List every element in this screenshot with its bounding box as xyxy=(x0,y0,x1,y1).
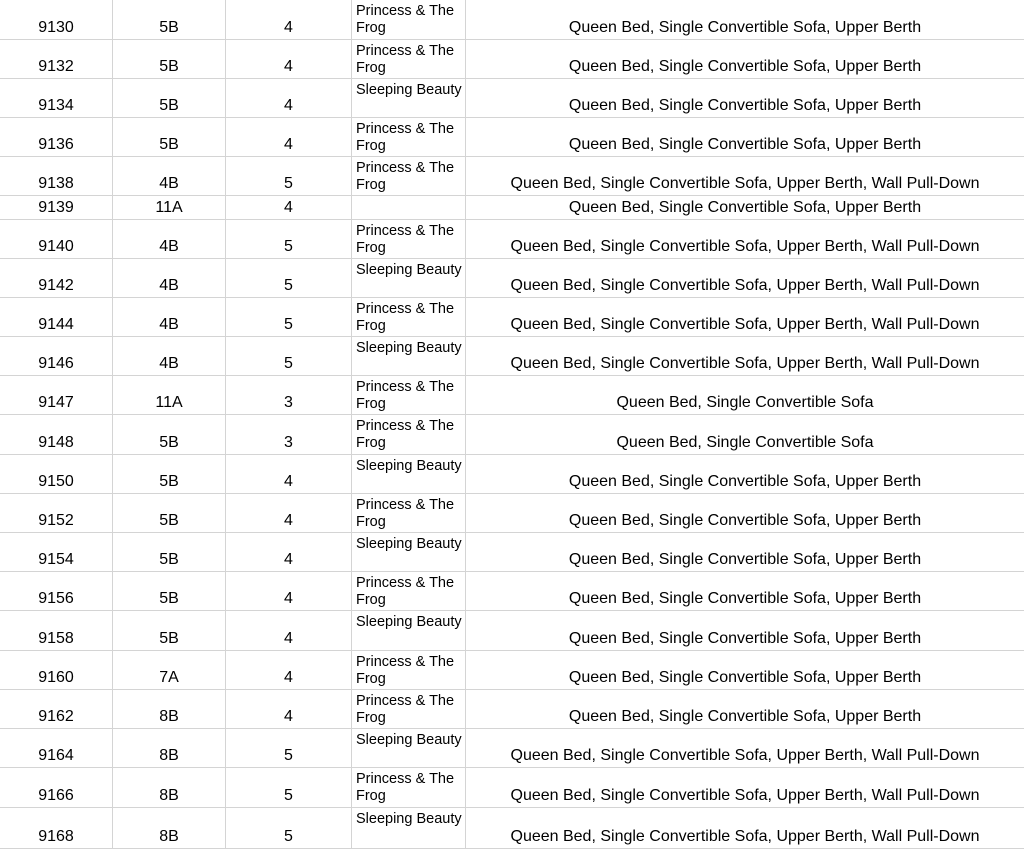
category-cell[interactable]: 8B xyxy=(113,768,226,807)
occupancy-cell[interactable]: 5 xyxy=(226,337,352,375)
bedding-cell[interactable]: Queen Bed, Single Convertible Sofa, Upper Berth, Wall Pull-Down xyxy=(510,175,980,192)
bedding-cell[interactable]: Queen Bed, Single Convertible Sofa xyxy=(616,394,874,411)
stateroom-number-cell[interactable]: 9136 xyxy=(0,118,113,156)
category-cell[interactable]: 5B xyxy=(113,79,226,117)
stateroom-number-cell[interactable]: 9148 xyxy=(0,415,113,454)
occupancy-cell[interactable]: 5 xyxy=(226,220,352,258)
theme-cell[interactable]: Sleeping Beauty xyxy=(352,337,466,375)
theme-cell[interactable]: Princess & The Frog xyxy=(352,157,466,195)
stateroom-number-cell[interactable]: 9140 xyxy=(0,220,113,258)
stateroom-number-cell[interactable]: 9160 xyxy=(0,651,113,689)
bedding-cell[interactable]: Queen Bed, Single Convertible Sofa, Upper Berth, Wall Pull-Down xyxy=(510,238,980,255)
table-row xyxy=(0,337,1024,376)
category-cell[interactable]: 8B xyxy=(113,808,226,848)
bedding-cell[interactable]: Queen Bed, Single Convertible Sofa, Upper Berth xyxy=(568,199,922,216)
stateroom-number-cell[interactable]: 9158 xyxy=(0,611,113,650)
stateroom-number-cell[interactable]: 9134 xyxy=(0,79,113,117)
occupancy-cell[interactable]: 5 xyxy=(226,298,352,336)
category-cell[interactable]: 4B xyxy=(113,157,226,195)
stateroom-number-cell[interactable]: 9146 xyxy=(0,337,113,375)
stateroom-number-cell[interactable]: 9142 xyxy=(0,259,113,297)
bedding-cell[interactable]: Queen Bed, Single Convertible Sofa, Upper Berth xyxy=(568,669,922,686)
occupancy-cell[interactable]: 4 xyxy=(226,0,352,39)
category-cell[interactable]: 5B xyxy=(113,455,226,493)
theme-cell[interactable]: Princess & The Frog xyxy=(352,651,466,689)
stateroom-number-cell[interactable]: 9162 xyxy=(0,690,113,728)
occupancy-cell[interactable]: 4 xyxy=(226,79,352,117)
table-row xyxy=(0,768,1024,808)
table-row xyxy=(0,0,1024,40)
occupancy-cell[interactable]: 5 xyxy=(226,259,352,297)
theme-cell[interactable]: Princess & The Frog xyxy=(352,220,466,258)
table-row xyxy=(0,298,1024,337)
stateroom-number-cell[interactable]: 9156 xyxy=(0,572,113,610)
table-row xyxy=(0,415,1024,455)
category-cell[interactable]: 5B xyxy=(113,415,226,454)
bedding-cell[interactable]: Queen Bed, Single Convertible Sofa xyxy=(616,434,874,451)
theme-cell[interactable]: Princess & The Frog xyxy=(352,690,466,728)
table-row xyxy=(0,455,1024,494)
theme-cell[interactable]: Sleeping Beauty xyxy=(352,455,466,493)
theme-cell[interactable]: Princess & The Frog xyxy=(352,0,466,39)
table-row xyxy=(0,79,1024,118)
occupancy-cell[interactable]: 3 xyxy=(226,415,352,454)
table-row xyxy=(0,196,1024,220)
occupancy-cell[interactable]: 4 xyxy=(226,455,352,493)
occupancy-cell[interactable]: 3 xyxy=(226,376,352,414)
category-cell[interactable]: 8B xyxy=(113,729,226,767)
table-row xyxy=(0,690,1024,729)
theme-cell[interactable]: Sleeping Beauty xyxy=(352,729,466,767)
category-cell[interactable]: 4B xyxy=(113,259,226,297)
category-cell[interactable]: 5B xyxy=(113,494,226,532)
table-row xyxy=(0,611,1024,651)
theme-cell[interactable]: Sleeping Beauty xyxy=(352,611,466,650)
occupancy-cell[interactable]: 5 xyxy=(226,157,352,195)
theme-cell[interactable]: Princess & The Frog xyxy=(352,494,466,532)
category-cell[interactable]: 11A xyxy=(113,376,226,414)
stateroom-number-cell[interactable]: 9139 xyxy=(0,196,113,219)
stateroom-number-cell[interactable]: 9132 xyxy=(0,40,113,78)
bedding-cell[interactable]: Queen Bed, Single Convertible Sofa, Upper Berth xyxy=(568,473,922,490)
stateroom-number-cell[interactable]: 9152 xyxy=(0,494,113,532)
stateroom-number-cell[interactable]: 9164 xyxy=(0,729,113,767)
occupancy-cell[interactable]: 4 xyxy=(226,40,352,78)
occupancy-cell[interactable]: 5 xyxy=(226,729,352,767)
bedding-cell[interactable]: Queen Bed, Single Convertible Sofa, Upper Berth xyxy=(568,58,922,75)
stateroom-number-cell[interactable]: 9150 xyxy=(0,455,113,493)
category-cell[interactable]: 5B xyxy=(113,0,226,39)
theme-cell[interactable]: Princess & The Frog xyxy=(352,298,466,336)
stateroom-number-cell[interactable]: 9154 xyxy=(0,533,113,571)
bedding-cell[interactable]: Queen Bed, Single Convertible Sofa, Upper Berth xyxy=(568,551,922,568)
bedding-cell[interactable]: Queen Bed, Single Convertible Sofa, Upper Berth xyxy=(568,708,922,725)
theme-cell[interactable]: Sleeping Beauty xyxy=(352,79,466,117)
bedding-cell[interactable]: Queen Bed, Single Convertible Sofa, Upper Berth xyxy=(568,136,922,153)
bedding-cell[interactable]: Queen Bed, Single Convertible Sofa, Upper Berth, Wall Pull-Down xyxy=(510,316,980,333)
bedding-cell[interactable]: Queen Bed, Single Convertible Sofa, Upper Berth xyxy=(568,97,922,114)
table-row xyxy=(0,157,1024,196)
table-row xyxy=(0,220,1024,259)
stateroom-number-cell[interactable]: 9166 xyxy=(0,768,113,807)
table-row xyxy=(0,651,1024,690)
stateroom-number-cell[interactable]: 9130 xyxy=(0,0,113,39)
stateroom-number-cell[interactable]: 9168 xyxy=(0,808,113,848)
theme-cell[interactable]: Princess & The Frog xyxy=(352,572,466,610)
occupancy-cell[interactable]: 4 xyxy=(226,611,352,650)
stateroom-number-cell[interactable]: 9138 xyxy=(0,157,113,195)
bedding-cell[interactable]: Queen Bed, Single Convertible Sofa, Upper Berth xyxy=(568,512,922,529)
bedding-cell[interactable]: Queen Bed, Single Convertible Sofa, Upper Berth, Wall Pull-Down xyxy=(510,828,980,845)
occupancy-cell[interactable]: 4 xyxy=(226,118,352,156)
table-row xyxy=(0,572,1024,611)
bedding-cell[interactable]: Queen Bed, Single Convertible Sofa, Upper Berth xyxy=(568,590,922,607)
table-row xyxy=(0,533,1024,572)
theme-cell[interactable]: Princess & The Frog xyxy=(352,40,466,78)
theme-cell[interactable]: Sleeping Beauty xyxy=(352,259,466,297)
category-cell[interactable]: 4B xyxy=(113,337,226,375)
occupancy-cell[interactable]: 4 xyxy=(226,533,352,571)
occupancy-cell[interactable]: 4 xyxy=(226,572,352,610)
bedding-cell[interactable]: Queen Bed, Single Convertible Sofa, Upper Berth xyxy=(568,19,922,36)
table-row xyxy=(0,118,1024,157)
theme-cell[interactable]: Princess & The Frog xyxy=(352,118,466,156)
category-cell[interactable]: 4B xyxy=(113,298,226,336)
category-cell[interactable]: 5B xyxy=(113,118,226,156)
table-row xyxy=(0,376,1024,415)
category-cell[interactable]: 5B xyxy=(113,611,226,650)
theme-cell[interactable]: Sleeping Beauty xyxy=(352,533,466,571)
table-row xyxy=(0,40,1024,79)
category-cell[interactable]: 5B xyxy=(113,572,226,610)
theme-cell[interactable] xyxy=(352,196,466,219)
category-cell[interactable]: 8B xyxy=(113,690,226,728)
bedding-cell[interactable]: Queen Bed, Single Convertible Sofa, Upper Berth, Wall Pull-Down xyxy=(510,787,980,804)
theme-cell[interactable]: Sleeping Beauty xyxy=(352,808,466,848)
theme-cell[interactable]: Princess & The Frog xyxy=(352,415,466,454)
bedding-cell[interactable]: Queen Bed, Single Convertible Sofa, Upper Berth, Wall Pull-Down xyxy=(510,277,980,294)
category-cell[interactable]: 7A xyxy=(113,651,226,689)
category-cell[interactable]: 4B xyxy=(113,220,226,258)
table-row xyxy=(0,729,1024,768)
bedding-cell[interactable]: Queen Bed, Single Convertible Sofa, Upper Berth, Wall Pull-Down xyxy=(510,355,980,372)
stateroom-number-cell[interactable]: 9147 xyxy=(0,376,113,414)
category-cell[interactable]: 11A xyxy=(113,196,226,219)
theme-cell[interactable]: Princess & The Frog xyxy=(352,768,466,807)
occupancy-cell[interactable]: 4 xyxy=(226,196,352,219)
table-row xyxy=(0,494,1024,533)
occupancy-cell[interactable]: 5 xyxy=(226,768,352,807)
occupancy-cell[interactable]: 4 xyxy=(226,690,352,728)
category-cell[interactable]: 5B xyxy=(113,533,226,571)
occupancy-cell[interactable]: 4 xyxy=(226,494,352,532)
bedding-cell[interactable]: Queen Bed, Single Convertible Sofa, Upper Berth xyxy=(568,630,922,647)
bedding-cell[interactable]: Queen Bed, Single Convertible Sofa, Upper Berth, Wall Pull-Down xyxy=(510,747,980,764)
occupancy-cell[interactable]: 5 xyxy=(226,808,352,848)
table-row xyxy=(0,259,1024,298)
occupancy-cell[interactable]: 4 xyxy=(226,651,352,689)
theme-cell[interactable]: Princess & The Frog xyxy=(352,376,466,414)
stateroom-number-cell[interactable]: 9144 xyxy=(0,298,113,336)
category-cell[interactable]: 5B xyxy=(113,40,226,78)
table-row xyxy=(0,808,1024,849)
